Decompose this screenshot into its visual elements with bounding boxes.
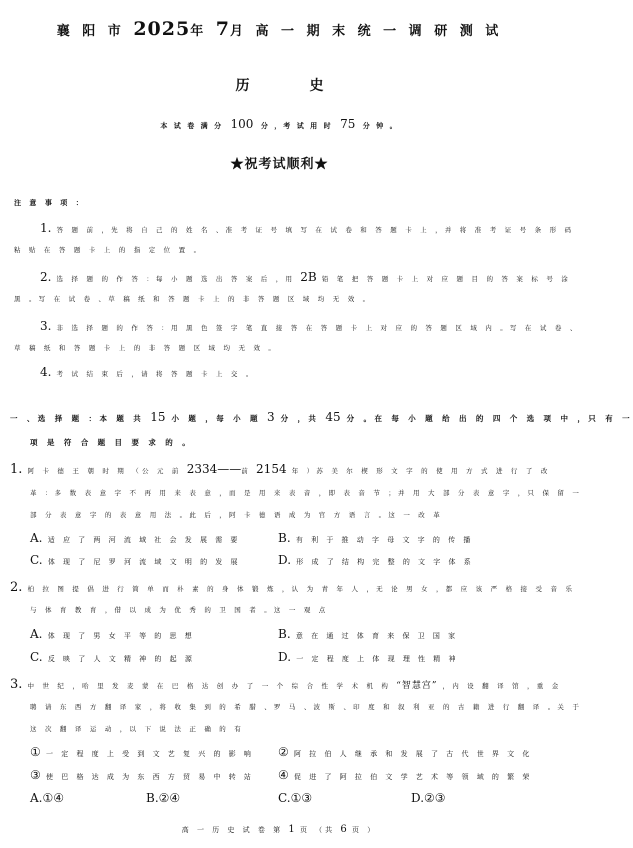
notice-item-4	[40, 361, 256, 380]
notice-item-number: 3.	[40, 319, 52, 333]
section-1-heading	[10, 410, 633, 424]
question-1-option-c[interactable]	[30, 553, 241, 567]
full-score: 100	[230, 117, 254, 131]
statement-text: 使 巴 格 达 成 为 东 西 方 贸 易 中 转 站	[46, 773, 254, 781]
points-total: 45	[325, 410, 341, 424]
page-number: 1	[288, 824, 295, 835]
notice-item-text: 选 择 题 的 作 答 ：每 小 题 选 出 答 案 后 ，用	[56, 275, 296, 283]
notice-item-number: 2.	[40, 270, 52, 284]
option-text: 有 利 于 推 动 字 母 文 字 的 传 播	[295, 536, 474, 544]
notice-item-3	[40, 315, 580, 334]
question-1-line-3: 部 分 表 意 字 的 表 意 用 法 。此 后 ，阿 卡 德 语 成 为 官 方 语 言 。这 一 改 革	[30, 511, 443, 519]
option-letter: B.	[278, 531, 291, 545]
option-letter: D.	[278, 553, 292, 567]
option-letter: A.	[30, 531, 43, 545]
notice-item-text: 考 试 结 束 后 ，请 将 答 题 卡 上 交 。	[56, 370, 256, 378]
question-2-stem	[10, 576, 575, 595]
option-text: 适 应 了 两 河 流 域 社 会 发 展 需 要	[47, 536, 241, 544]
header-year-suffix: 年	[190, 24, 208, 39]
year-start: 2334	[186, 462, 218, 476]
pencil-grade: 2B	[300, 270, 317, 284]
option-letter: A.	[30, 627, 43, 641]
section-text: 分 。在 每 小 题 给 出 的 四 个 选 项 中 ，只 有 一	[346, 414, 633, 423]
question-text: 中 世 纪 ，哈 里 发 麦 蒙 在 巴 格 达 创 办 了 一 个 综 合 性 学 术 机 构	[27, 682, 392, 690]
question-1-stem	[10, 458, 551, 477]
option-letter: B.	[278, 627, 291, 641]
option-letter: A.	[30, 791, 43, 805]
section-text: 小 题 ，每 小 题	[171, 414, 261, 423]
notice-item-text: 非 选 择 题 的 作 答 ：用 黑 色 签 字 笔 直 接 答 在 答 题 卡 上 对 应 的 答 题 区 域 内 。写 在 试 卷 、	[56, 324, 580, 332]
option-text: 意 在 通 过 体 育 来 保 卫 国 家	[295, 632, 459, 640]
question-count: 15	[150, 410, 166, 424]
notice-item-2-cont: 黑 。写 在 试 卷 、草 稿 纸 和 答 题 卡 上 的 非 答 题 区 域 均 无 效 。	[14, 295, 373, 303]
notice-item-1	[40, 217, 574, 236]
question-text: 柏 拉 图 提 倡 进 行 简 单 而 朴 素 的 身 体 锻 炼 ，认 为 青 年 人 ，无 论 男 女 ，都 应 该 严 格 接 受 音 乐	[27, 585, 576, 593]
section-1-heading-cont: 项 是 符 合 题 目 要 求 的 。	[30, 438, 194, 447]
notice-item-3-cont: 草 稿 纸 和 答 题 卡 上 的 非 答 题 区 域 均 无 效 。	[14, 344, 279, 352]
header-city: 襄 阳 市	[56, 24, 125, 39]
question-text: ，内 设 翻 译 馆 ，重 金	[442, 682, 562, 690]
question-text: 阿 卡 德 王 朝 时 期 （公 元 前	[27, 467, 182, 475]
option-text: 体 现 了 男 女 平 等 的 思 想	[47, 632, 195, 640]
score-info	[0, 117, 559, 131]
question-3-statement-4	[278, 768, 532, 782]
option-letter: C.	[278, 791, 291, 805]
question-number: 2.	[10, 580, 23, 595]
option-text: 一 定 程 度 上 体 现 理 性 精 神	[296, 655, 459, 663]
option-letter: C.	[30, 650, 43, 664]
question-2-option-a[interactable]	[30, 627, 195, 641]
notice-item-1-cont: 粘 贴 在 答 题 卡 上 的 指 定 位 置 。	[14, 246, 204, 254]
notice-item-2	[40, 266, 571, 285]
notice-item-text: 铅 笔 把 答 题 卡 上 对 应 题 目 的 答 案 标 号 涂	[321, 275, 571, 283]
question-3-statement-2	[278, 745, 532, 759]
option-text: ②④	[158, 791, 181, 805]
statement-text: 阿 拉 伯 人 继 承 和 发 展 了 古 代 世 界 文 化	[294, 750, 533, 758]
question-2-option-d[interactable]	[278, 650, 459, 664]
exam-minutes: 75	[340, 117, 356, 131]
notice-item-text: 答 题 前 ，先 将 自 己 的 姓 名 、准 考 证 号 填 写 在 试 卷 和 答 题 卡 上 ，并 将 准 考 证 号 条 形 码	[56, 226, 575, 234]
question-1-option-d[interactable]	[278, 553, 474, 567]
option-text: 反 映 了 人 文 精 神 的 起 源	[47, 655, 195, 663]
option-letter: D.	[411, 791, 425, 805]
question-number: 1.	[10, 462, 23, 477]
footer-text: 高 一 历 史 试 卷 第	[181, 826, 284, 834]
subject-title: 历史	[235, 78, 384, 94]
score-info-text-3: 分 钟 。	[362, 121, 399, 130]
notice-title: 注 意 事 项 ：	[14, 198, 86, 207]
footer-text: 页 ）	[352, 826, 378, 834]
exam-header	[0, 18, 559, 40]
option-text: ②③	[424, 791, 446, 805]
question-3-statement-1	[30, 745, 254, 759]
option-text: 体 现 了 尼 罗 河 流 域 文 明 的 发 展	[47, 558, 241, 566]
question-1-option-b[interactable]	[278, 531, 473, 545]
question-3-line-3: 这 次 翻 译 运 动 ，以 下 说 法 正 确 的 有	[30, 725, 244, 733]
question-2-line-2: 与 体 育 教 育 ，借 以 成 为 优 秀 的 卫 国 者 。这 一 观 点	[30, 606, 329, 614]
header-month: 7	[215, 18, 230, 40]
statement-mark: ④	[278, 768, 289, 782]
score-info-text-2: 分 ，考 试 用 时	[260, 121, 333, 130]
header-exam-title: 月 高 一 期 末 统 一 调 研 测 试	[230, 24, 503, 39]
question-3-statement-3	[30, 768, 254, 782]
question-3-option-c[interactable]	[278, 791, 312, 805]
points-each: 3	[266, 410, 275, 424]
question-1-line-2: 革 ：多 数 表 意 字 不 再 用 来 表 意 ，而 是 用 来 表 音 ，即 表 音 节 ；并 用 大 部 分 表 意 字 ，只 保 留 一	[30, 489, 583, 497]
question-3-line-2: 聘 请 东 西 方 翻 译 家 ，将 收 集 到 的 希 腊 、罗 马 、波 斯 、印 度 和 叙 利 亚 的 古 籍 进 行 翻 译 。关 于	[30, 703, 583, 711]
statement-mark: ③	[30, 768, 41, 782]
section-text: 分 ，共	[280, 414, 320, 423]
year-end: 2154	[256, 462, 287, 476]
question-3-stem	[10, 673, 561, 692]
header-year: 2025	[133, 18, 191, 40]
statement-text: 一 定 程 度 上 受 到 文 艺 复 兴 的 影 响	[46, 750, 254, 758]
question-3-option-a[interactable]	[30, 791, 64, 805]
question-2-option-c[interactable]	[30, 650, 195, 664]
question-2-option-b[interactable]	[278, 627, 458, 641]
page-total: 6	[340, 824, 347, 835]
section-text: 一 、选 择 题 ：本 题 共	[10, 414, 145, 423]
notice-item-number: 4.	[40, 365, 52, 379]
year-dash: ——	[217, 462, 242, 476]
statement-mark: ②	[278, 745, 289, 759]
option-text: ①③	[290, 791, 313, 805]
page-footer	[0, 824, 559, 835]
year-end-prefix: 前	[241, 467, 251, 475]
option-letter: C.	[30, 553, 43, 567]
quoted-term: “智慧宫”	[396, 681, 438, 691]
question-3-option-b[interactable]	[146, 791, 180, 805]
question-text: 年 ）苏 美 尔 楔 形 文 字 的 使 用 方 式 进 行 了 改	[291, 467, 551, 475]
statement-mark: ①	[30, 745, 41, 759]
blessing-line: ★祝考试顺利★	[230, 157, 329, 172]
notice-item-number: 1.	[40, 221, 52, 235]
option-letter: B.	[146, 791, 159, 805]
score-info-text-1: 本 试 卷 满 分	[160, 121, 224, 130]
option-text: ①④	[42, 791, 64, 805]
option-letter: D.	[278, 650, 292, 664]
question-3-option-d[interactable]	[411, 791, 446, 805]
question-1-option-a[interactable]	[30, 531, 240, 545]
option-text: 形 成 了 结 构 完 整 的 文 字 体 系	[296, 558, 474, 566]
statement-text: 促 进 了 阿 拉 伯 文 学 艺 术 等 领 域 的 繁 荣	[294, 773, 533, 781]
question-number: 3.	[10, 677, 23, 692]
footer-text: 页 （共	[299, 826, 336, 834]
